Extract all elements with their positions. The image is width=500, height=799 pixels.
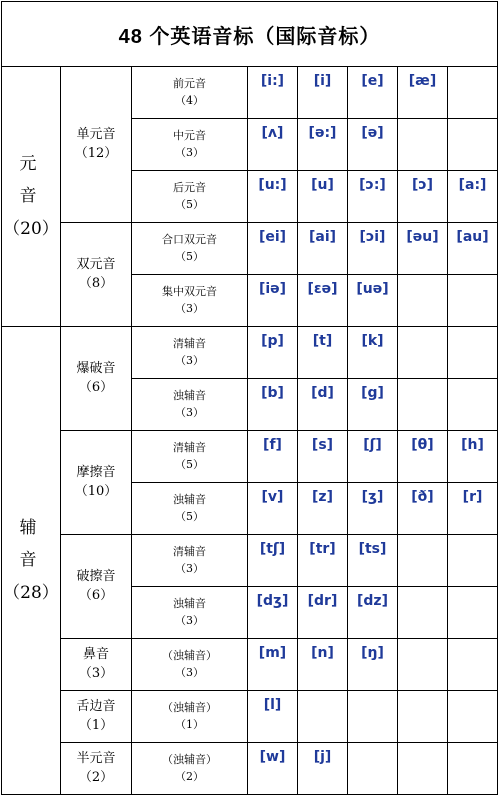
chart-row: [2, 639, 498, 691]
group-count: （12）: [74, 145, 118, 161]
ipa-symbol: [l]: [263, 697, 282, 713]
ipa-symbol-cell: [398, 431, 448, 483]
ipa-symbol: [ə]: [361, 125, 384, 141]
ipa-symbol-cell: [448, 119, 498, 171]
ipa-symbol-cell: [448, 379, 498, 431]
consonant-category: [2, 327, 61, 795]
ipa-symbol-cell: [398, 587, 448, 639]
ipa-symbol: [ŋ]: [361, 645, 384, 661]
subgroup-cell: [132, 327, 248, 379]
category-count: （20）: [3, 218, 59, 239]
ipa-symbol: [tʃ]: [259, 541, 286, 557]
ipa-symbol: [tr]: [309, 541, 336, 557]
subgroup-label: 合口双元音: [162, 233, 217, 246]
ipa-symbol-cell: [348, 535, 398, 587]
subgroup-label: 浊辅音: [173, 389, 206, 402]
group-count: （10）: [74, 483, 118, 499]
subgroup-label: （浊辅音）: [162, 701, 217, 714]
subgroup-label: 集中双元音: [162, 285, 217, 298]
ipa-symbol-cell: [398, 67, 448, 119]
ipa-symbol: [ei]: [258, 229, 287, 245]
group-cell: [61, 327, 132, 431]
ipa-symbol: [p]: [261, 333, 284, 349]
ipa-symbol-cell: [398, 483, 448, 535]
ipa-symbol-cell: [348, 223, 398, 275]
ipa-symbol-cell: [348, 119, 398, 171]
ipa-symbol: [ts]: [358, 541, 387, 557]
group-count: （3）: [78, 665, 114, 681]
ipa-symbol-cell: [448, 691, 498, 743]
ipa-symbol-cell: [348, 379, 398, 431]
ipa-symbol: [w]: [259, 749, 286, 765]
ipa-symbol-cell: [348, 275, 398, 327]
group-cell: [61, 691, 132, 743]
ipa-symbol-cell: [248, 67, 298, 119]
ipa-symbol: [t]: [312, 333, 333, 349]
subgroup-cell: [132, 171, 248, 223]
subgroup-count: （3）: [175, 613, 204, 627]
ipa-symbol-cell: [348, 483, 398, 535]
ipa-symbol-cell: [298, 119, 348, 171]
group-label: 爆破音: [76, 360, 116, 376]
chart-row: [2, 223, 498, 275]
subgroup-count: （4）: [175, 93, 204, 107]
ipa-symbol-cell: [248, 171, 298, 223]
ipa-symbol-cell: [298, 535, 348, 587]
subgroup-cell: [132, 379, 248, 431]
ipa-symbol-cell: [298, 67, 348, 119]
ipa-symbol-cell: [248, 379, 298, 431]
subgroup-cell: [132, 119, 248, 171]
ipa-symbol: [ʃ]: [363, 437, 382, 453]
subgroup-cell: [132, 275, 248, 327]
chart-row: [2, 431, 498, 483]
ipa-symbol-cell: [448, 223, 498, 275]
ipa-symbol-cell: [448, 275, 498, 327]
ipa-symbol-cell: [448, 535, 498, 587]
ipa-symbol: [dz]: [357, 593, 388, 609]
ipa-symbol: [iə]: [258, 281, 287, 297]
ipa-symbol-cell: [448, 587, 498, 639]
ipa-symbol: [f]: [263, 437, 282, 453]
subgroup-count: （5）: [175, 197, 204, 211]
subgroup-count: （3）: [175, 665, 204, 679]
ipa-symbol: [ɔi]: [359, 229, 386, 245]
ipa-symbol-cell: [398, 275, 448, 327]
group-label: 摩擦音: [76, 464, 116, 480]
ipa-symbol-cell: [348, 327, 398, 379]
subgroup-count: （3）: [175, 561, 204, 575]
subgroup-count: （3）: [175, 301, 204, 315]
subgroup-label: 浊辅音: [173, 597, 206, 610]
vowel-category: [2, 67, 61, 327]
ipa-symbol-cell: [348, 431, 398, 483]
subgroup-count: （2）: [175, 769, 204, 783]
ipa-symbol-cell: [298, 639, 348, 691]
ipa-symbol-cell: [398, 379, 448, 431]
ipa-symbol: [uə]: [356, 281, 389, 297]
ipa-symbol: [d]: [311, 385, 334, 401]
group-count: （6）: [78, 379, 114, 395]
ipa-symbol-cell: [348, 691, 398, 743]
ipa-symbol: [k]: [361, 333, 384, 349]
ipa-symbol-cell: [348, 67, 398, 119]
ipa-symbol-cell: [248, 119, 298, 171]
ipa-symbol-cell: [448, 639, 498, 691]
ipa-symbol-cell: [398, 639, 448, 691]
subgroup-label: 浊辅音: [173, 493, 206, 506]
ipa-symbol: [ʒ]: [361, 489, 384, 505]
ipa-symbol-cell: [448, 483, 498, 535]
ipa-symbol: [u:]: [258, 177, 287, 193]
ipa-symbol: [εə]: [307, 281, 338, 297]
subgroup-cell: [132, 639, 248, 691]
ipa-symbol-cell: [398, 535, 448, 587]
chart-row: [2, 691, 498, 743]
ipa-symbol: [æ]: [408, 73, 437, 89]
ipa-symbol-cell: [248, 483, 298, 535]
ipa-symbol: [dr]: [307, 593, 338, 609]
subgroup-count: （3）: [175, 353, 204, 367]
ipa-symbol-cell: [298, 223, 348, 275]
ipa-symbol-cell: [448, 67, 498, 119]
ipa-symbol-cell: [398, 743, 448, 795]
ipa-symbol-cell: [248, 691, 298, 743]
ipa-symbol: [b]: [261, 385, 284, 401]
ipa-symbol: [ɔ:]: [359, 177, 386, 193]
ipa-symbol: [h]: [461, 437, 484, 453]
ipa-symbol: [əu]: [406, 229, 439, 245]
ipa-symbol-cell: [348, 587, 398, 639]
group-cell: [61, 67, 132, 223]
ipa-symbol: [j]: [313, 749, 332, 765]
subgroup-cell: [132, 587, 248, 639]
subgroup-cell: [132, 223, 248, 275]
ipa-symbol-cell: [298, 587, 348, 639]
group-cell: [61, 535, 132, 639]
ipa-symbol: [dʒ]: [256, 593, 289, 609]
group-label: 破擦音: [76, 568, 116, 584]
subgroup-label: 清辅音: [173, 545, 206, 558]
phonetic-table: [1, 1, 498, 795]
ipa-symbol: [g]: [361, 385, 384, 401]
ipa-symbol-cell: [298, 483, 348, 535]
group-label: 双元音: [76, 256, 116, 272]
ipa-symbol-cell: [248, 275, 298, 327]
category-label: 元 音: [19, 154, 51, 207]
ipa-symbol-cell: [248, 327, 298, 379]
chart-title-cell: [2, 2, 498, 67]
chart-row: [2, 743, 498, 795]
ipa-symbol-cell: [298, 275, 348, 327]
chart-row: [2, 535, 498, 587]
ipa-symbol-cell: [398, 119, 448, 171]
group-cell: [61, 431, 132, 535]
ipa-symbol-cell: [348, 171, 398, 223]
ipa-symbol: [ð]: [411, 489, 434, 505]
subgroup-count: （5）: [175, 457, 204, 471]
ipa-symbol: [n]: [311, 645, 334, 661]
group-count: （6）: [78, 587, 114, 603]
subgroup-label: 后元音: [173, 181, 206, 194]
ipa-symbol-cell: [248, 587, 298, 639]
ipa-symbol-cell: [248, 431, 298, 483]
subgroup-cell: [132, 535, 248, 587]
ipa-symbol: [ʌ]: [261, 125, 284, 141]
ipa-symbol-cell: [448, 743, 498, 795]
ipa-symbol-cell: [298, 743, 348, 795]
subgroup-cell: [132, 431, 248, 483]
ipa-symbol: [a:]: [458, 177, 487, 193]
ipa-symbol: [ɔ]: [411, 177, 434, 193]
ipa-symbol-cell: [448, 431, 498, 483]
ipa-symbol-cell: [448, 327, 498, 379]
subgroup-count: （3）: [175, 405, 204, 419]
ipa-symbol: [s]: [311, 437, 334, 453]
subgroup-cell: [132, 483, 248, 535]
ipa-symbol: [v]: [261, 489, 284, 505]
ipa-symbol-cell: [248, 743, 298, 795]
ipa-symbol-cell: [298, 431, 348, 483]
ipa-symbol-cell: [248, 535, 298, 587]
ipa-symbol-cell: [298, 379, 348, 431]
ipa-symbol-cell: [348, 639, 398, 691]
group-count: （8）: [78, 275, 114, 291]
group-cell: [61, 743, 132, 795]
ipa-symbol-cell: [298, 171, 348, 223]
ipa-symbol: [z]: [312, 489, 333, 505]
subgroup-label: 清辅音: [173, 441, 206, 454]
subgroup-label: 清辅音: [173, 337, 206, 350]
ipa-symbol-cell: [248, 639, 298, 691]
ipa-symbol-cell: [248, 223, 298, 275]
group-label: 单元音: [76, 126, 116, 142]
ipa-symbol: [i:]: [260, 73, 285, 89]
ipa-symbol-cell: [398, 327, 448, 379]
ipa-symbol: [m]: [258, 645, 287, 661]
chart-row: [2, 67, 498, 119]
group-cell: [61, 223, 132, 327]
subgroup-cell: [132, 67, 248, 119]
ipa-symbol: [ə:]: [308, 125, 337, 141]
subgroup-count: （5）: [175, 509, 204, 523]
group-cell: [61, 639, 132, 691]
group-label: 半元音: [76, 750, 116, 766]
category-count: （28）: [3, 582, 59, 603]
ipa-symbol: [e]: [361, 73, 384, 89]
group-label: 鼻音: [82, 646, 109, 662]
ipa-symbol: [ai]: [308, 229, 337, 245]
subgroup-count: （1）: [175, 717, 204, 731]
ipa-symbol-cell: [298, 327, 348, 379]
ipa-symbol: [u]: [311, 177, 334, 193]
ipa-symbol-cell: [398, 691, 448, 743]
ipa-symbol: [r]: [462, 489, 483, 505]
chart-row: [2, 327, 498, 379]
subgroup-label: 中元音: [173, 129, 206, 142]
chart-title: 48 个英语音标（国际音标）: [118, 25, 381, 48]
subgroup-label: （浊辅音）: [162, 649, 217, 662]
subgroup-cell: [132, 691, 248, 743]
subgroup-count: （5）: [175, 249, 204, 263]
ipa-symbol: [θ]: [411, 437, 434, 453]
ipa-symbol: [i]: [313, 73, 332, 89]
subgroup-label: 前元音: [173, 77, 206, 90]
ipa-symbol-cell: [298, 691, 348, 743]
ipa-symbol-cell: [448, 171, 498, 223]
group-count: （2）: [78, 769, 114, 785]
category-label: 辅 音: [19, 518, 51, 571]
subgroup-cell: [132, 743, 248, 795]
ipa-symbol: [au]: [456, 229, 489, 245]
subgroup-label: （浊辅音）: [162, 753, 217, 766]
ipa-symbol-cell: [398, 223, 448, 275]
subgroup-count: （3）: [175, 145, 204, 159]
ipa-symbol-cell: [398, 171, 448, 223]
group-count: （1）: [78, 717, 114, 733]
ipa-symbol-cell: [348, 743, 398, 795]
group-label: 舌边音: [76, 698, 116, 714]
